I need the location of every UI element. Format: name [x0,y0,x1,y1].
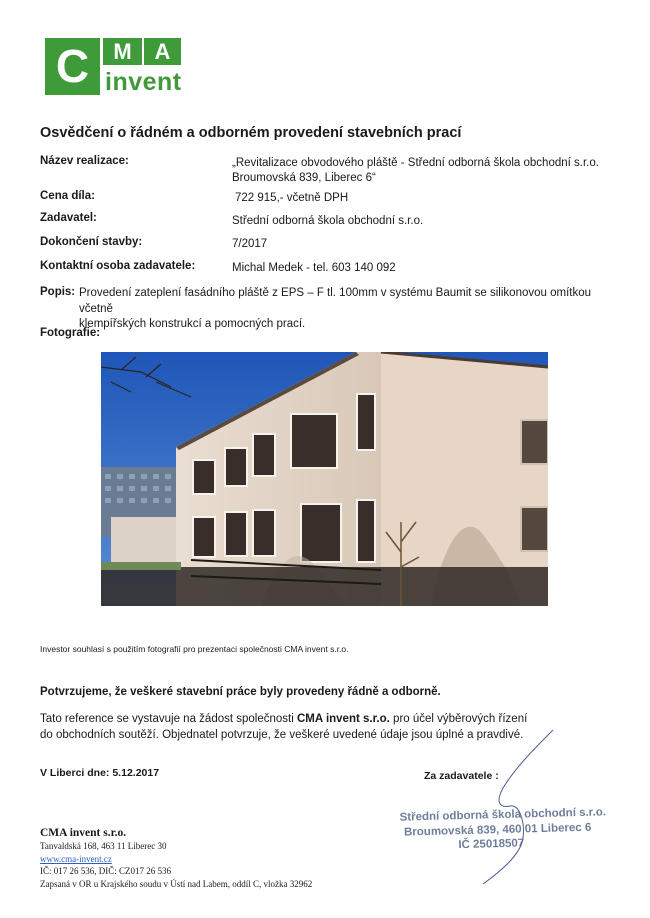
footer-company: CMA invent s.r.o. [40,827,127,839]
nazev-label: Název realizace: [40,155,129,167]
nazev-value [232,156,599,186]
logo-letter-a: A [144,38,181,65]
zadavatel-label: Zadavatel: [40,212,97,224]
building-photo [101,352,548,606]
investor-note: Investor souhlasí s použitím fotografií pro prezentaci společnosti CMA invent s.r.o. [40,644,349,654]
stamp-line1: Střední odborná škola obchodní s.r.o. [399,806,607,824]
dokonceni-label: Dokončení stavby: [40,236,143,248]
reference-part2: pro účel výběrových řízení [389,713,528,725]
kontakt-value: Michal Medek - tel. 603 140 092 [232,262,396,274]
popis-line1: Provedení zateplení fasádního pláště z EPS – F tl. 100mm v systému Baumit se silikonovou omítkou včetně [79,287,592,315]
footer [40,826,312,890]
nazev-value-line1: „Revitalizace obvodového pláště - Střední odborná škola obchodní s.r.o. [232,157,599,169]
stamp-line2: Broumovská 839, 460 01 Liberec 6 [403,821,592,839]
popis-label: Popis: [40,286,76,298]
kontakt-label: Kontaktní osoba zadavatele: [40,260,196,272]
signature-mark [465,728,575,886]
reference-company: CMA invent s.r.o. [296,713,390,725]
footer-registry: Zapsaná v OR u Krajského soudu v Ústí nad Labem, oddíl C, vložka 32962 [40,878,313,889]
reference-part1: Tato reference se vystavuje na žádost společnosti [40,713,297,725]
popis-value [79,286,609,333]
zadavatel-value: Střední odborná škola obchodní s.r.o. [232,215,424,227]
za-zadavatele-label: Za zadavatele : [424,770,499,782]
cena-value: 722 915,- včetně DPH [235,192,349,204]
popis-line2: klempířských konstrukcí a pomocných prací. [79,318,306,330]
fotografie-label: Fotografie: [40,327,101,339]
document-title: Osvědčení o řádném a odborném provedení stavebních prací [40,125,462,141]
logo-letter-m: M [103,38,142,65]
nazev-value-line2: Broumovská 839, Liberec 6“ [232,172,376,184]
reference-line2: do obchodních soutěží. Objednatel potvrzuje, že veškeré uvedené údaje jsou úplné a pravdivé. [40,728,524,741]
footer-ids: IČ: 017 26 536, DIČ: CZ017 26 536 [40,866,172,876]
stamp-line3: IČ 25018507 [458,837,525,852]
logo-word: invent [105,68,182,96]
dokonceni-value: 7/2017 [232,238,268,250]
cena-label: Cena díla: [40,190,95,202]
confirmation-text: Potvrzujeme, že veškeré stavební práce byly provedeny řádně a odborně. [40,686,441,698]
date-line: V Liberci dne: 5.12.2017 [40,767,160,779]
reference-line1 [40,712,540,728]
footer-web-link[interactable]: www.cma-invent.cz [40,853,112,864]
footer-address: Tanvaldská 168, 463 11 Liberec 30 [40,841,167,851]
company-logo [45,38,181,96]
logo-letter-c: C [45,38,100,95]
